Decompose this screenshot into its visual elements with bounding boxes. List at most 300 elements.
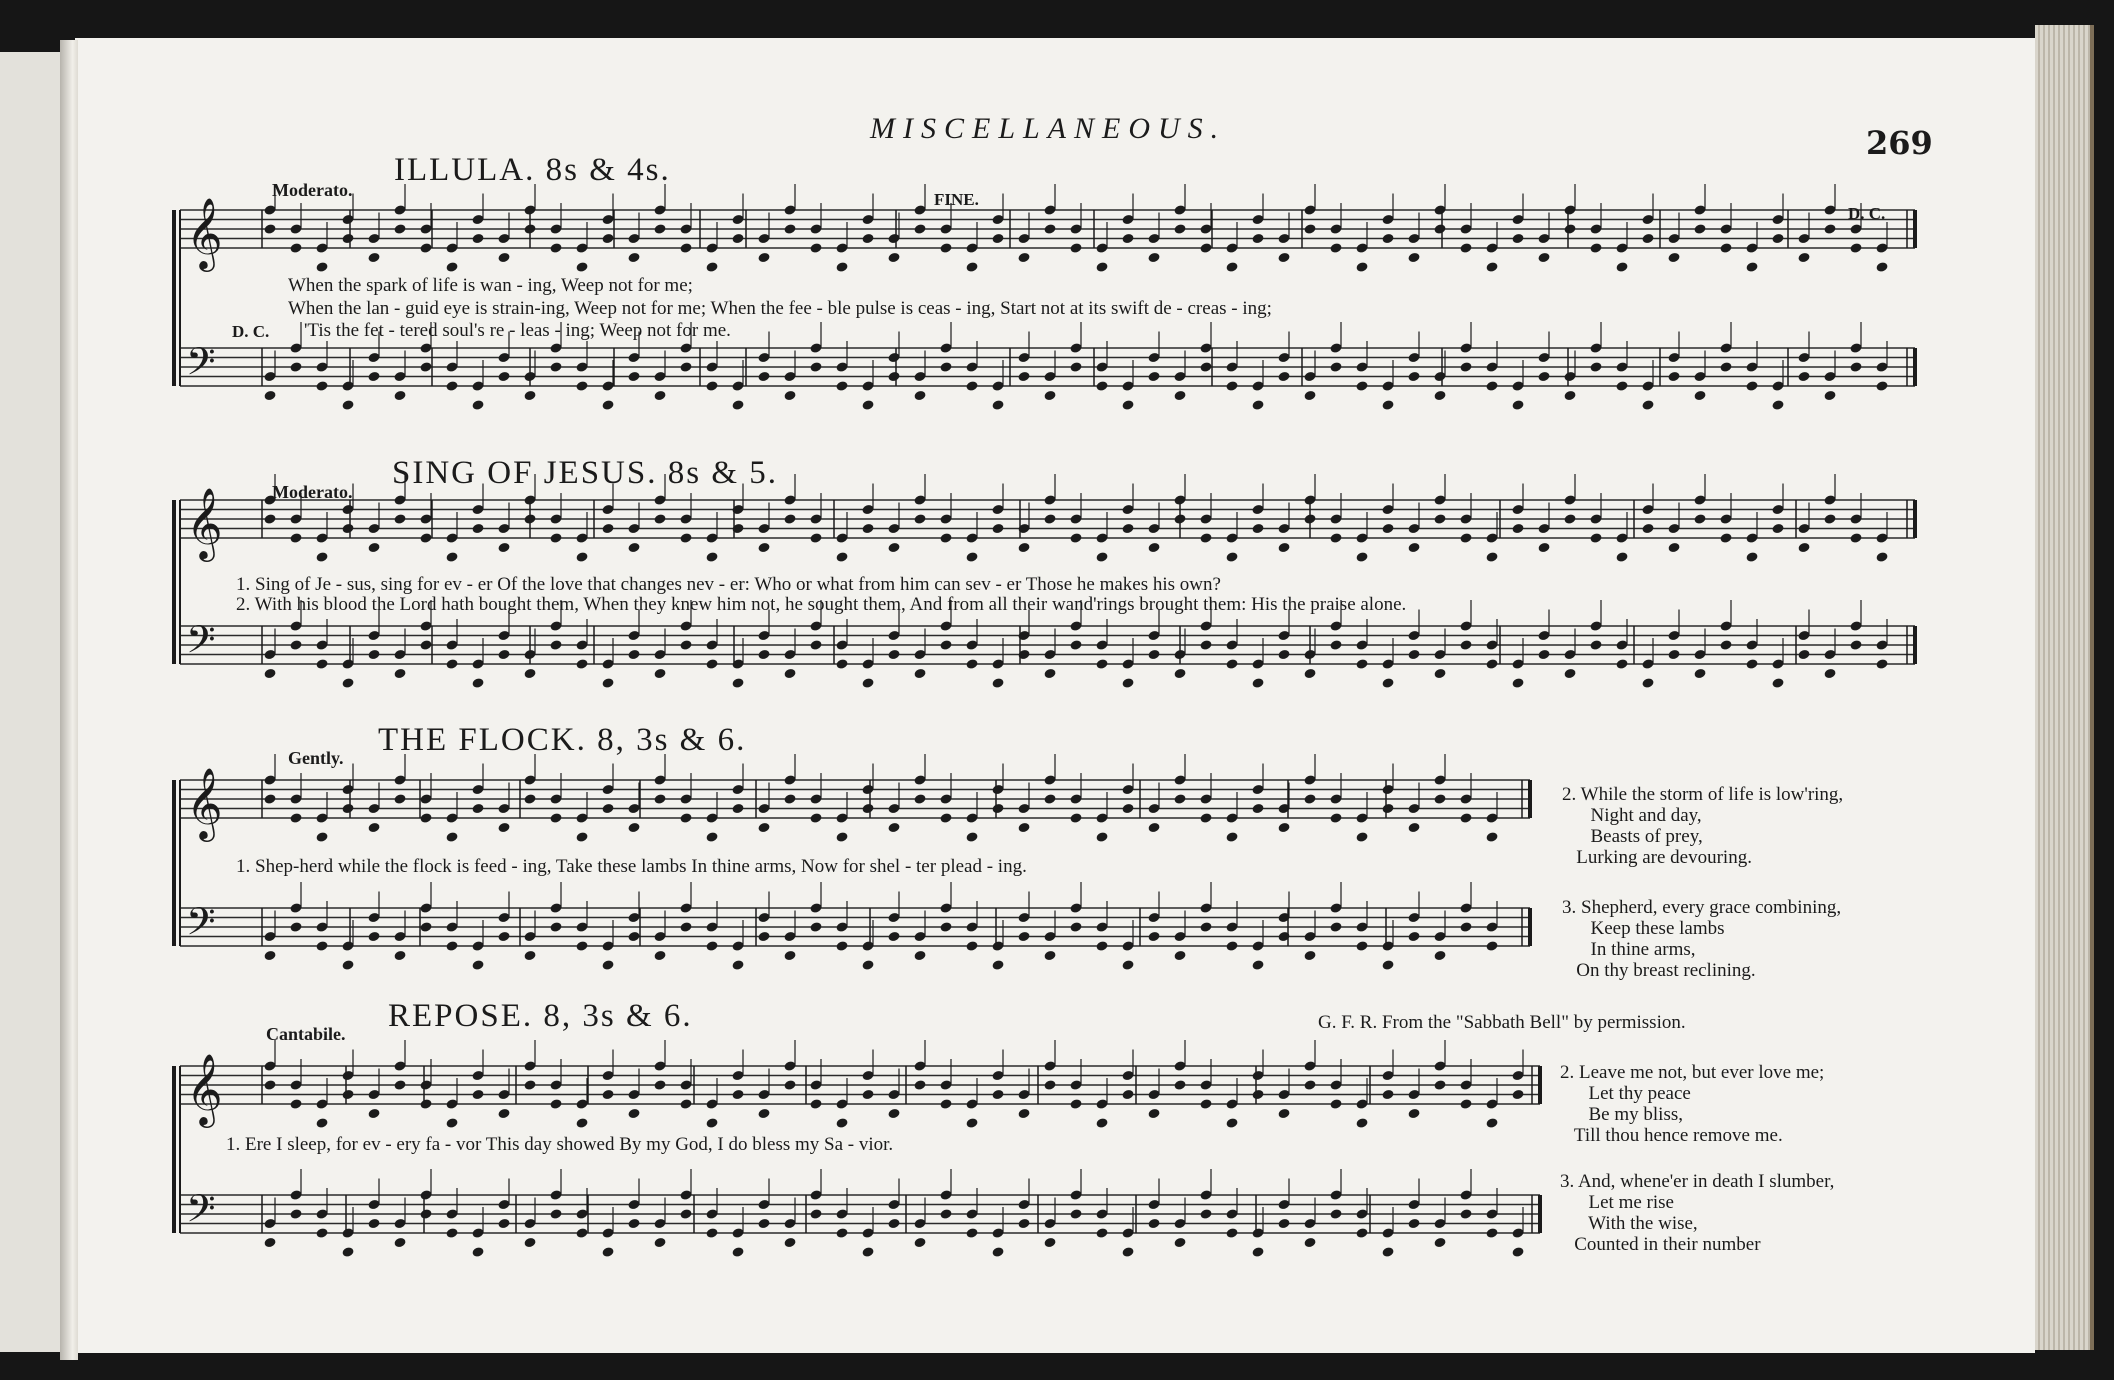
song-title-repose: REPOSE. 8, 3s & 6. — [388, 998, 693, 1034]
notehead — [1433, 668, 1446, 680]
notehead — [497, 1218, 510, 1230]
notehead — [653, 513, 666, 525]
notehead — [627, 822, 640, 834]
notehead — [679, 532, 692, 544]
song-title-sing-of-jesus: SING OF JESUS. 8s & 5. — [392, 455, 778, 491]
notehead — [549, 1208, 562, 1220]
notehead — [445, 551, 458, 563]
notehead — [939, 812, 952, 824]
notehead — [913, 390, 926, 402]
bass-clef: 𝄢 — [186, 617, 216, 671]
notehead — [367, 931, 380, 943]
notehead — [965, 261, 978, 273]
notehead — [1875, 658, 1888, 670]
notehead — [1017, 1108, 1030, 1120]
notehead — [1823, 223, 1836, 235]
notehead — [1173, 1079, 1186, 1091]
notehead — [1563, 223, 1576, 235]
notehead — [627, 542, 640, 554]
notehead — [1303, 223, 1316, 235]
notehead — [1017, 1218, 1030, 1230]
notehead — [1589, 242, 1602, 254]
notehead — [1823, 390, 1836, 402]
notehead — [1329, 361, 1342, 373]
notehead — [991, 803, 1004, 815]
notehead — [419, 812, 432, 824]
notehead — [549, 1098, 562, 1110]
notehead — [835, 261, 848, 273]
notehead — [1121, 803, 1134, 815]
notehead — [289, 242, 302, 254]
notehead — [1485, 1117, 1498, 1129]
bass-clef: 𝄢 — [186, 899, 216, 953]
notehead — [1147, 649, 1160, 661]
notehead — [1017, 931, 1030, 943]
notehead — [263, 1079, 276, 1091]
notehead — [991, 1246, 1004, 1258]
notehead — [315, 831, 328, 843]
notehead — [939, 532, 952, 544]
notehead — [1589, 532, 1602, 544]
notehead — [1563, 513, 1576, 525]
notehead — [393, 668, 406, 680]
notehead — [861, 1246, 874, 1258]
notehead — [1823, 513, 1836, 525]
notehead — [887, 931, 900, 943]
notehead — [1511, 677, 1524, 689]
notehead — [1511, 1089, 1524, 1101]
notehead — [1199, 361, 1212, 373]
notehead — [263, 793, 276, 805]
notehead — [1771, 399, 1784, 411]
notehead — [601, 233, 614, 245]
notehead — [341, 677, 354, 689]
tempo-marking: Cantabile. — [266, 1024, 346, 1044]
notehead — [1875, 261, 1888, 273]
notehead — [1355, 261, 1368, 273]
notehead — [1667, 542, 1680, 554]
notehead — [1719, 639, 1732, 651]
notehead — [471, 233, 484, 245]
tempo-marking: Gently. — [288, 748, 344, 768]
notehead — [1251, 233, 1264, 245]
notehead — [679, 812, 692, 824]
notehead — [679, 921, 692, 933]
notehead — [1407, 931, 1420, 943]
notehead — [835, 551, 848, 563]
notehead — [1069, 532, 1082, 544]
notehead — [1277, 649, 1290, 661]
notehead — [367, 542, 380, 554]
notehead — [1329, 1208, 1342, 1220]
notehead — [1095, 658, 1108, 670]
dc-marker: D. C. — [232, 322, 270, 341]
notehead — [1563, 390, 1576, 402]
notehead — [341, 399, 354, 411]
notehead — [341, 959, 354, 971]
notehead — [1381, 677, 1394, 689]
notehead — [1251, 959, 1264, 971]
notehead — [445, 831, 458, 843]
notehead — [835, 658, 848, 670]
notehead — [783, 223, 796, 235]
notehead — [1433, 1079, 1446, 1091]
notehead — [653, 390, 666, 402]
notehead — [1407, 371, 1420, 383]
notehead — [1069, 1208, 1082, 1220]
notehead — [601, 399, 614, 411]
notehead — [1719, 242, 1732, 254]
notehead — [367, 252, 380, 264]
notehead — [1589, 639, 1602, 651]
notehead — [913, 513, 926, 525]
notehead — [1433, 513, 1446, 525]
notehead — [1147, 822, 1160, 834]
notehead — [627, 1218, 640, 1230]
notehead — [1173, 668, 1186, 680]
notehead — [1303, 1237, 1316, 1249]
notehead — [419, 242, 432, 254]
notehead — [1121, 399, 1134, 411]
notehead — [419, 1208, 432, 1220]
notehead — [445, 1117, 458, 1129]
notehead — [601, 959, 614, 971]
notehead — [861, 399, 874, 411]
lyric-line: 1. Sing of Je - sus, sing for ev - er Of the love that changes nev - er: Who or what from him can sev - er Those he makes his own? — [236, 574, 1221, 595]
notehead — [1069, 361, 1082, 373]
notehead — [1225, 831, 1238, 843]
notehead — [1589, 361, 1602, 373]
notehead — [731, 677, 744, 689]
notehead — [913, 950, 926, 962]
notehead — [1017, 822, 1030, 834]
notehead — [471, 1089, 484, 1101]
notehead — [1433, 950, 1446, 962]
notehead — [575, 261, 588, 273]
notehead — [1849, 242, 1862, 254]
notehead — [939, 242, 952, 254]
notehead — [783, 668, 796, 680]
notehead — [289, 921, 302, 933]
notehead — [1355, 1117, 1368, 1129]
notehead — [1381, 1089, 1394, 1101]
notehead — [341, 803, 354, 815]
notehead — [289, 361, 302, 373]
verse-text: 2. While the storm of life is low'ring, Night and day, Beasts of prey, Lurking are devouring. — [1562, 784, 1844, 868]
attribution-credit: G. F. R. From the "Sabbath Bell" by permission. — [1318, 1012, 1686, 1033]
notehead — [835, 831, 848, 843]
notehead — [1381, 399, 1394, 411]
notehead — [575, 380, 588, 392]
notehead — [1381, 523, 1394, 535]
notehead — [965, 831, 978, 843]
notehead — [263, 1237, 276, 1249]
notehead — [653, 668, 666, 680]
notehead — [991, 677, 1004, 689]
notehead — [1069, 812, 1082, 824]
notehead — [419, 921, 432, 933]
notehead — [1199, 1098, 1212, 1110]
notehead — [1537, 649, 1550, 661]
notehead — [549, 812, 562, 824]
notehead — [1355, 940, 1368, 952]
notehead — [757, 1108, 770, 1120]
notehead — [939, 1208, 952, 1220]
notehead — [1147, 371, 1160, 383]
notehead — [1329, 639, 1342, 651]
notehead — [1823, 668, 1836, 680]
notehead — [1303, 390, 1316, 402]
notehead — [1459, 639, 1472, 651]
notehead — [263, 513, 276, 525]
notehead — [705, 658, 718, 670]
notehead — [731, 1089, 744, 1101]
notehead — [1667, 371, 1680, 383]
notehead — [861, 803, 874, 815]
notehead — [497, 371, 510, 383]
notehead — [1095, 380, 1108, 392]
page-number: 269 — [1866, 124, 1933, 162]
notehead — [497, 1108, 510, 1120]
notehead — [497, 252, 510, 264]
notehead — [783, 950, 796, 962]
notehead — [289, 812, 302, 824]
notehead — [1329, 532, 1342, 544]
notehead — [1485, 551, 1498, 563]
song-title-the-flock: THE FLOCK. 8, 3s & 6. — [378, 722, 747, 758]
notehead — [1173, 1237, 1186, 1249]
notehead — [809, 532, 822, 544]
notehead — [1459, 361, 1472, 373]
notehead — [1303, 668, 1316, 680]
notehead — [1355, 380, 1368, 392]
notehead — [393, 1237, 406, 1249]
dc-marker: D. C. — [1848, 204, 1886, 223]
notehead — [1225, 658, 1238, 670]
notehead — [471, 399, 484, 411]
notehead — [575, 940, 588, 952]
notehead — [1329, 1098, 1342, 1110]
notehead — [1407, 1108, 1420, 1120]
notehead — [393, 513, 406, 525]
notehead — [1173, 793, 1186, 805]
notehead — [1433, 390, 1446, 402]
notehead — [1121, 233, 1134, 245]
notehead — [1199, 242, 1212, 254]
notehead — [1121, 1246, 1134, 1258]
notehead — [679, 1098, 692, 1110]
notehead — [1641, 677, 1654, 689]
notehead — [731, 233, 744, 245]
notehead — [315, 261, 328, 273]
notehead — [263, 390, 276, 402]
notehead — [1225, 1117, 1238, 1129]
notehead — [1303, 793, 1316, 805]
notehead — [289, 1208, 302, 1220]
notehead — [1043, 668, 1056, 680]
notehead — [965, 1227, 978, 1239]
notehead — [575, 658, 588, 670]
notehead — [965, 380, 978, 392]
notehead — [1719, 361, 1732, 373]
notehead — [1121, 523, 1134, 535]
notehead — [1459, 1098, 1472, 1110]
notehead — [627, 931, 640, 943]
notehead — [1693, 668, 1706, 680]
notehead — [887, 649, 900, 661]
notehead — [419, 639, 432, 651]
notehead — [965, 551, 978, 563]
notehead — [1277, 822, 1290, 834]
notehead — [757, 649, 770, 661]
notehead — [991, 959, 1004, 971]
notehead — [653, 1237, 666, 1249]
notehead — [1251, 803, 1264, 815]
notehead — [393, 1079, 406, 1091]
notehead — [757, 822, 770, 834]
notehead — [367, 822, 380, 834]
notehead — [679, 639, 692, 651]
notehead — [1147, 1218, 1160, 1230]
tempo-marking: Moderato. — [272, 482, 353, 502]
notehead — [1147, 931, 1160, 943]
notehead — [1199, 639, 1212, 651]
notehead — [367, 1218, 380, 1230]
notehead — [471, 523, 484, 535]
notehead — [913, 668, 926, 680]
notehead — [1043, 513, 1056, 525]
notehead — [315, 658, 328, 670]
notehead — [1693, 390, 1706, 402]
notehead — [1641, 399, 1654, 411]
notehead — [679, 1208, 692, 1220]
notehead — [419, 1098, 432, 1110]
notehead — [1485, 658, 1498, 670]
notehead — [939, 639, 952, 651]
notehead — [549, 242, 562, 254]
notehead — [705, 551, 718, 563]
notehead — [887, 371, 900, 383]
notehead — [1095, 1117, 1108, 1129]
notehead — [939, 921, 952, 933]
notehead — [1849, 639, 1862, 651]
notehead — [1225, 261, 1238, 273]
notehead — [523, 668, 536, 680]
notehead — [1329, 812, 1342, 824]
notehead — [341, 1089, 354, 1101]
notehead — [471, 959, 484, 971]
notehead — [939, 1098, 952, 1110]
notehead — [1433, 223, 1446, 235]
notehead — [1251, 1246, 1264, 1258]
notehead — [523, 513, 536, 525]
notehead — [1173, 513, 1186, 525]
notehead — [757, 252, 770, 264]
notehead — [393, 390, 406, 402]
notehead — [861, 233, 874, 245]
notehead — [757, 1218, 770, 1230]
lyric-line: 1. Ere I sleep, for ev - ery fa - vor This day showed By my God, I do bless my Sa - vior. — [226, 1134, 894, 1155]
notehead — [913, 793, 926, 805]
notehead — [575, 831, 588, 843]
notehead — [1381, 233, 1394, 245]
notehead — [1485, 940, 1498, 952]
notehead — [1017, 252, 1030, 264]
notehead — [263, 223, 276, 235]
notehead — [1745, 658, 1758, 670]
notehead — [861, 959, 874, 971]
lyric-line: When the lan - guid eye is strain-ing, Weep not for me; When the fee - ble pulse is ceas - ing, Start not at its swift de - creas - ing; — [288, 298, 1272, 319]
notehead — [627, 1108, 640, 1120]
notehead — [1485, 380, 1498, 392]
notehead — [939, 361, 952, 373]
notehead — [887, 252, 900, 264]
notehead — [1459, 242, 1472, 254]
notehead — [341, 523, 354, 535]
notehead — [809, 812, 822, 824]
notehead — [705, 831, 718, 843]
notehead — [1615, 551, 1628, 563]
notehead — [1563, 668, 1576, 680]
notehead — [991, 399, 1004, 411]
notehead — [1849, 361, 1862, 373]
notehead — [1459, 812, 1472, 824]
notehead — [1017, 371, 1030, 383]
notehead — [1095, 551, 1108, 563]
notehead — [471, 1246, 484, 1258]
bass-clef: 𝄢 — [186, 339, 216, 393]
notehead — [575, 551, 588, 563]
notehead — [1797, 252, 1810, 264]
notehead — [1381, 803, 1394, 815]
lyric-line: 2. With his blood the Lord hath bought them, When they knew him not, he sought them, And from all their wand'rings brought them: His the praise alone. — [236, 594, 1407, 615]
notehead — [289, 1098, 302, 1110]
notehead — [1511, 523, 1524, 535]
notehead — [1303, 950, 1316, 962]
notehead — [315, 551, 328, 563]
notehead — [1537, 542, 1550, 554]
notehead — [1407, 649, 1420, 661]
notehead — [263, 668, 276, 680]
notehead — [1225, 940, 1238, 952]
treble-clef: 𝄞 — [186, 1052, 223, 1125]
notehead — [679, 242, 692, 254]
notehead — [757, 542, 770, 554]
page-header: MISCELLANEOUS. — [870, 112, 1227, 145]
notehead — [419, 532, 432, 544]
notehead — [887, 822, 900, 834]
notehead — [1537, 371, 1550, 383]
notehead — [1095, 831, 1108, 843]
notehead — [601, 523, 614, 535]
notehead — [1355, 831, 1368, 843]
notehead — [1043, 223, 1056, 235]
notehead — [601, 677, 614, 689]
notehead — [1407, 1218, 1420, 1230]
notehead — [1303, 1079, 1316, 1091]
notehead — [315, 1117, 328, 1129]
notehead — [1199, 1208, 1212, 1220]
notehead — [1875, 551, 1888, 563]
notehead — [575, 1227, 588, 1239]
notehead — [653, 223, 666, 235]
notehead — [1355, 551, 1368, 563]
notehead — [1537, 252, 1550, 264]
notehead — [1745, 261, 1758, 273]
notehead — [1693, 513, 1706, 525]
notehead — [627, 649, 640, 661]
notehead — [315, 380, 328, 392]
